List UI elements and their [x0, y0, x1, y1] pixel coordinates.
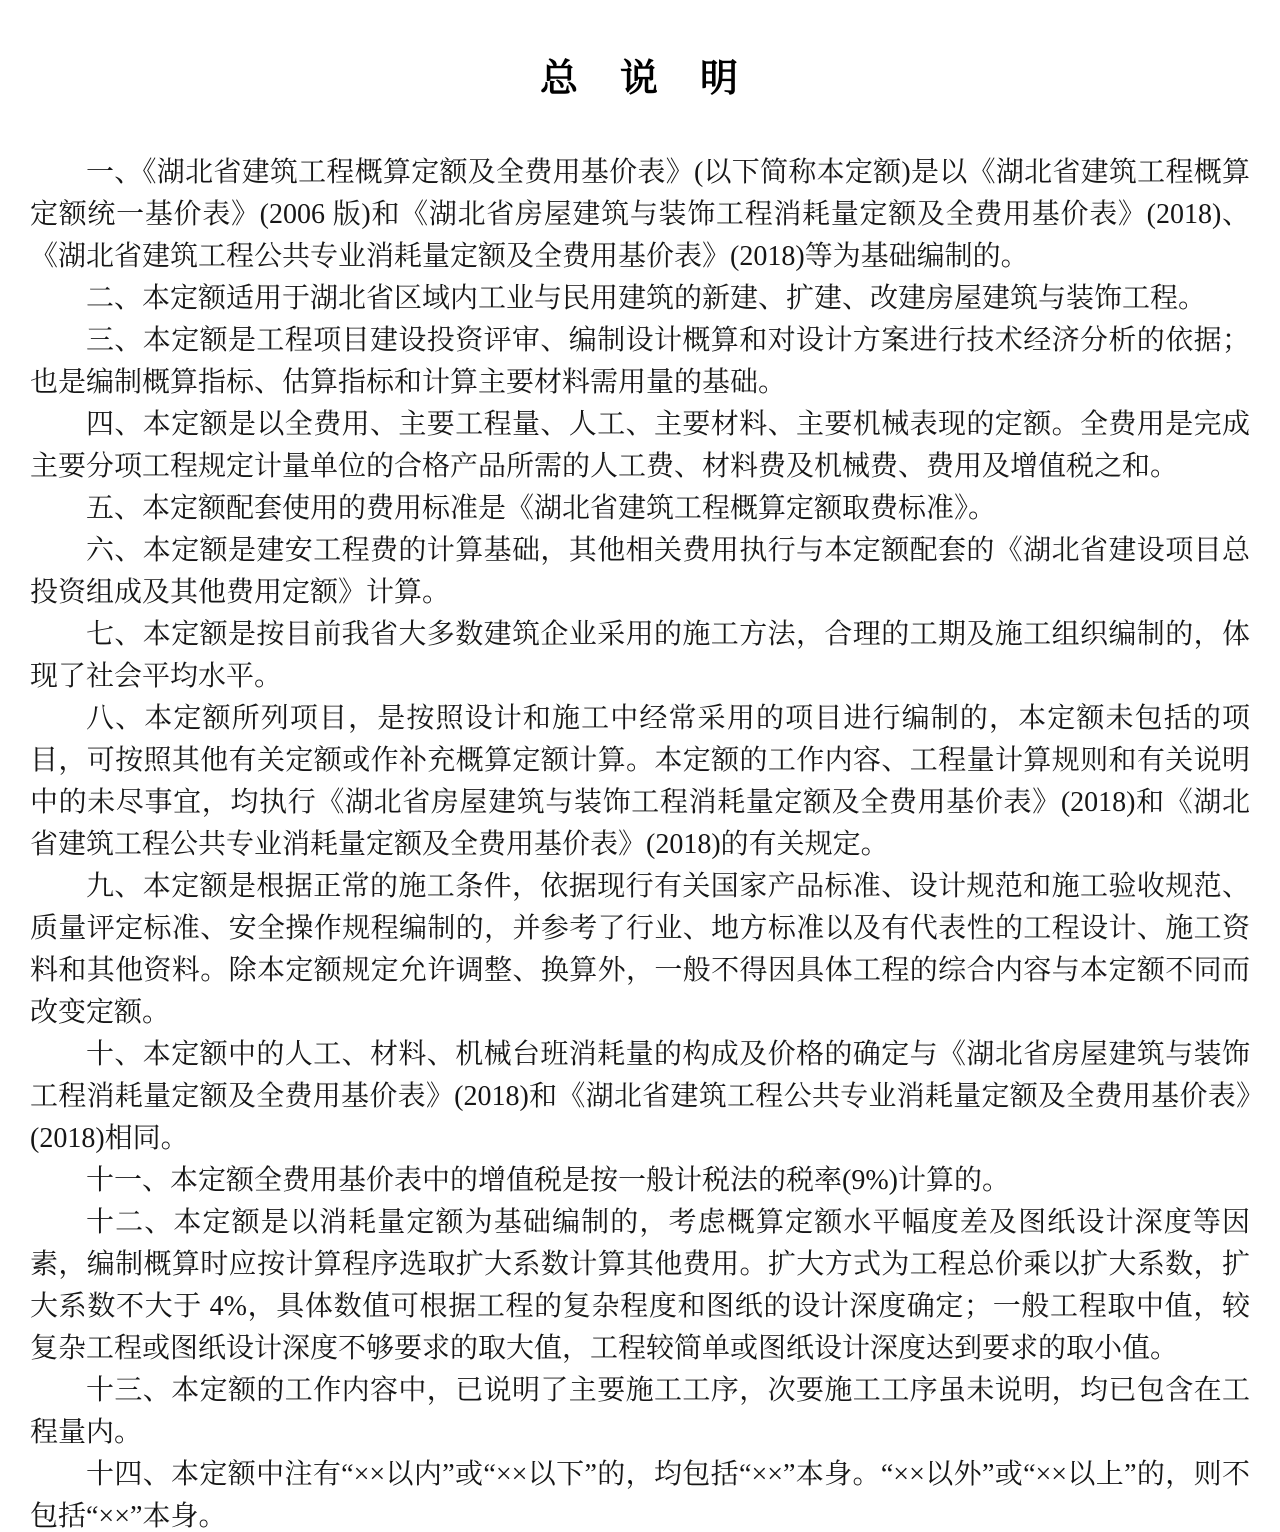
paragraph-03: 三、本定额是工程项目建设投资评审、编制设计概算和对设计方案进行技术经济分析的依据；也是编制概算指标、估算指标和计算主要材料需用量的基础。	[30, 325, 1250, 398]
paragraph-11: 十一、本定额全费用基价表中的增值税是按一般计税法的税率(9%)计算的。	[86, 1165, 1010, 1196]
paragraph-09: 九、本定额是根据正常的施工条件，依据现行有关国家产品标准、设计规范和施工验收规范、质量评定标准、安全操作规程编制的，并参考了行业、地方标准以及有代表性的工程设计、施工资料和其他资料。除本定额规定允许调整、换算外，一般不得因具体工程的综合内容与本定额不同而改变定额。	[30, 871, 1250, 1028]
paragraph-12: 十二、本定额是以消耗量定额为基础编制的，考虑概算定额水平幅度差及图纸设计深度等因素，编制概算时应按计算程序选取扩大系数计算其他费用。扩大方式为工程总价乘以扩大系数，扩大系数不大于 4%，具体数值可根据工程的复杂程度和图纸的设计深度确定；一般工程取中值，较复杂工程或图纸设计深度不够要求的取大值，工程较简单或图纸设计深度达到要求的取小值。	[30, 1207, 1250, 1364]
paragraph-06: 六、本定额是建安工程费的计算基础，其他相关费用执行与本定额配套的《湖北省建设项目总投资组成及其他费用定额》计算。	[30, 535, 1250, 608]
paragraph-13: 十三、本定额的工作内容中，已说明了主要施工工序，次要施工工序虽未说明，均已包含在工程量内。	[30, 1375, 1250, 1448]
paragraph-05: 五、本定额配套使用的费用标准是《湖北省建筑工程概算定额取费标准》。	[86, 493, 997, 524]
paragraph-04: 四、本定额是以全费用、主要工程量、人工、主要材料、主要机械表现的定额。全费用是完成主要分项工程规定计量单位的合格产品所需的人工费、材料费及机械费、费用及增值税之和。	[30, 409, 1250, 482]
paragraph-07: 七、本定额是按目前我省大多数建筑企业采用的施工方法，合理的工期及施工组织编制的，体现了社会平均水平。	[30, 619, 1250, 692]
document-body	[30, 152, 1250, 1532]
paragraph-10: 十、本定额中的人工、材料、机械台班消耗量的构成及价格的确定与《湖北省房屋建筑与装饰工程消耗量定额及全费用基价表》(2018)和《湖北省建筑工程公共专业消耗量定额及全费用基价表》(2018)相同。	[30, 1039, 1250, 1154]
paragraph-01: 一、《湖北省建筑工程概算定额及全费用基价表》(以下简称本定额)是以《湖北省建筑工程概算定额统一基价表》(2006 版)和《湖北省房屋建筑与装饰工程消耗量定额及全费用基价表》(2018)、《湖北省建筑工程公共专业消耗量定额及全费用基价表》(2018)等为基础编制的。	[30, 157, 1250, 272]
paragraph-02: 二、本定额适用于湖北省区域内工业与民用建筑的新建、扩建、改建房屋建筑与装饰工程。	[86, 283, 1207, 314]
page-title: 总 说 明	[539, 58, 740, 100]
paragraph-14: 十四、本定额中注有“××以内”或“××以下”的，均包括“××”本身。“××以外”或“××以上”的，则不包括“××”本身。	[30, 1459, 1250, 1532]
paragraph-08: 八、本定额所列项目，是按照设计和施工中经常采用的项目进行编制的，本定额未包括的项目，可按照其他有关定额或作补充概算定额计算。本定额的工作内容、工程量计算规则和有关说明中的未尽事宜，均执行《湖北省房屋建筑与装饰工程消耗量定额及全费用基价表》(2018)和《湖北省建筑工程公共专业消耗量定额及全费用基价表》(2018)的有关规定。	[30, 703, 1250, 860]
